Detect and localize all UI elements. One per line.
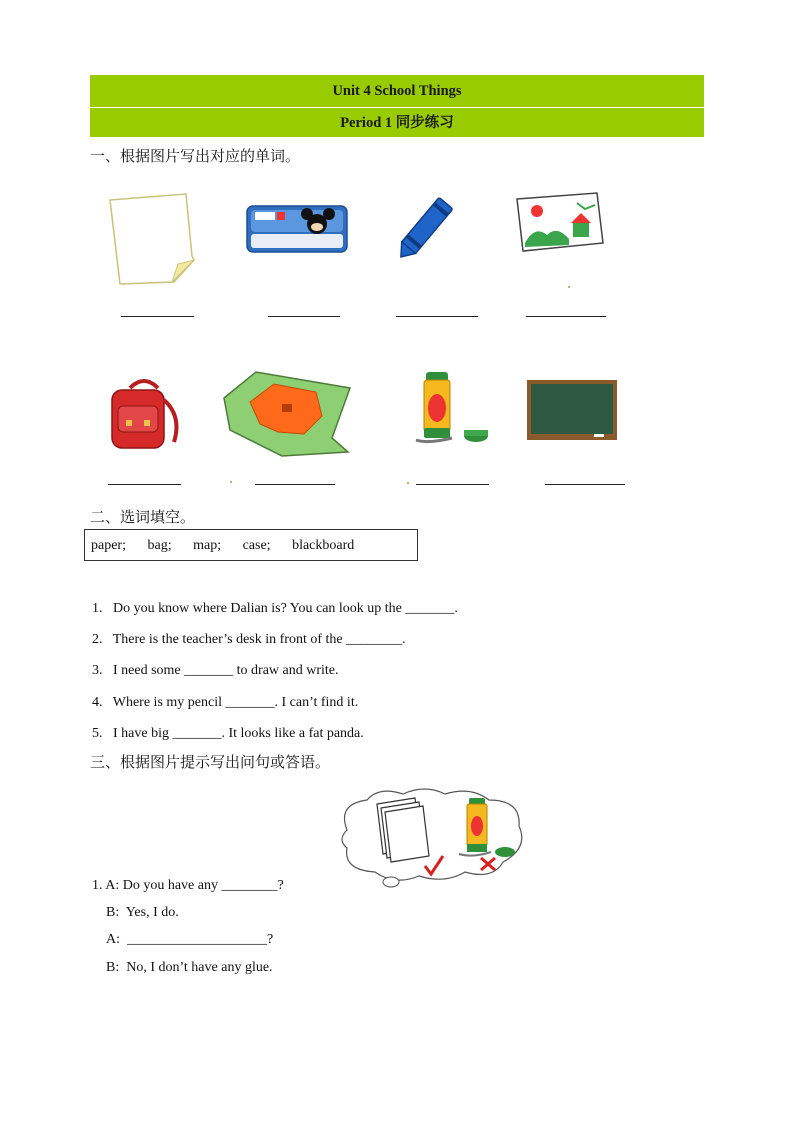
question-number: 5. <box>92 726 103 741</box>
question-4 <box>92 695 358 711</box>
word-bank <box>84 529 418 561</box>
page-title: Unit 4 School Things <box>332 83 462 99</box>
answer-blank-2[interactable] <box>268 316 340 317</box>
dialogue-line-3 <box>106 932 273 948</box>
dialogue-text: No, I don’t have any glue. <box>126 960 273 975</box>
question-number: 3. <box>92 663 103 678</box>
section-1-title: 一、根据图片写出对应的单词。 <box>90 147 301 165</box>
word-option: case; <box>242 538 271 553</box>
dialogue-line-1 <box>92 878 284 894</box>
question-2 <box>92 632 406 648</box>
glue-icon <box>408 366 492 450</box>
pencil-case-icon <box>245 202 349 256</box>
stray-mark <box>568 286 570 288</box>
question-text: Do you know where Dalian is? You can look up the _______. <box>113 601 458 616</box>
word-option: map; <box>193 538 222 553</box>
answer-blank-6[interactable] <box>255 484 335 485</box>
section-2-title: 二、选词填空。 <box>90 508 196 526</box>
dialogue-line-4 <box>106 960 273 976</box>
speaker-label: B: <box>106 905 120 920</box>
answer-blank-1[interactable] <box>121 316 194 317</box>
question-number: 4. <box>92 695 103 710</box>
question-number: 1. <box>92 601 103 616</box>
speaker-label: 1. A: <box>92 878 120 893</box>
map-icon <box>220 368 354 458</box>
word-option: paper; <box>91 538 126 553</box>
answer-blank-3[interactable] <box>396 316 478 317</box>
question-text: Where is my pencil _______. I can’t find it. <box>112 695 359 710</box>
page-subtitle: Period 1 同步练习 <box>90 107 704 138</box>
dialogue-text: Yes, I do. <box>125 905 179 920</box>
answer-blank-4[interactable] <box>526 316 606 317</box>
stray-mark <box>407 482 409 484</box>
bag-icon <box>104 376 184 452</box>
speaker-label: A: <box>106 932 120 947</box>
question-text: There is the teacher’s desk in front of the ________. <box>112 632 406 647</box>
question-1 <box>92 601 458 617</box>
dialogue-line-2 <box>106 905 179 921</box>
question-number: 2. <box>92 632 103 647</box>
question-text: I need some _______ to draw and write. <box>113 663 339 678</box>
dialogue-text: ____________________? <box>127 932 274 947</box>
word-option: blackboard <box>292 538 355 553</box>
picture-icon <box>513 191 605 253</box>
thought-bubble-illustration <box>333 784 531 892</box>
question-3 <box>92 663 339 679</box>
section-3-title: 三、根据图片提示写出问句或答语。 <box>90 753 331 771</box>
crayon-icon <box>385 186 467 268</box>
word-option: bag; <box>147 538 172 553</box>
stray-mark <box>230 481 232 483</box>
speaker-label: B: <box>106 960 120 975</box>
dialogue-text: Do you have any ________? <box>122 878 284 893</box>
answer-blank-5[interactable] <box>108 484 181 485</box>
question-5 <box>92 726 364 742</box>
question-text: I have big _______. It looks like a fat panda. <box>113 726 364 741</box>
title-banner <box>90 75 704 137</box>
blackboard-icon <box>526 379 618 441</box>
answer-blank-7[interactable] <box>416 484 489 485</box>
answer-blank-8[interactable] <box>545 484 625 485</box>
paper-icon <box>106 190 200 288</box>
